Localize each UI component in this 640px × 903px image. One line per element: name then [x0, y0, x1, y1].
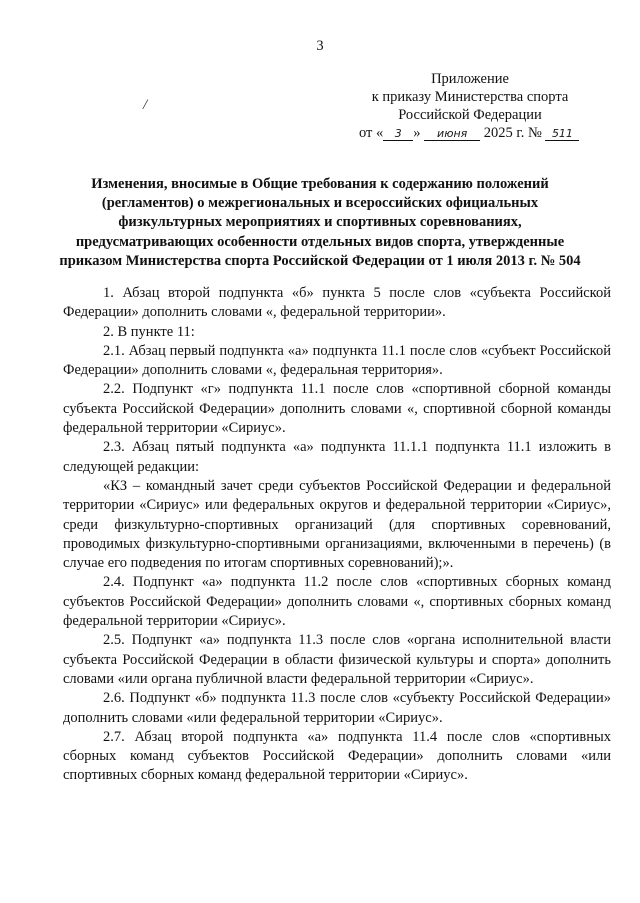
- document-title: [40, 175, 600, 271]
- title-line: приказом Министерства спорта Российской Федерации от 1 июля 2013 г. № 504: [59, 252, 581, 269]
- appendix-header: [340, 70, 600, 142]
- paragraph-2-5: 2.5. Подпункт «а» подпункта 11.3 после слов «органа исполнительной власти субъекта Российской Федерации в области физической культуры и спорта» дополнить словами «или органа публичной власти федеральной территории «Сириус».: [63, 632, 611, 687]
- paragraph-2-7: 2.7. Абзац второй подпункта «а» подпункта 11.4 после слов «спортивных сборных команд субъектов Российской Федерации» дополнить словами «или спортивных сборных команд федеральной территории «Сириус».: [63, 728, 611, 784]
- paragraph-2-1: 2.1. Абзац первый подпункта «а» подпункта 11.1 после слов «субъект Российской Федерации» дополнить словами «, федеральная территория».: [63, 342, 611, 379]
- handwritten-order-number: 511: [545, 127, 579, 141]
- date-prefix: от «: [359, 125, 384, 141]
- title-line: Изменения, вносимые в Общие требования к содержанию положений: [91, 176, 549, 192]
- date-mid: »: [413, 125, 421, 141]
- page-number: 3: [316, 38, 324, 54]
- title-line: физкультурных мероприятиях и спортивных соревнованиях,: [118, 214, 522, 231]
- paragraph-2-6: 2.6. Подпункт «б» подпункта 11.3 после слов «субъекту Российской Федерации» дополнить словами «или федеральной территории «Сириус».: [63, 690, 611, 726]
- paragraph-2-2: 2.2. Подпункт «г» подпункта 11.1 после слов «спортивной сборной команды субъекта Российской Федерации» дополнить словами «, спортивной сборной команды федеральной территории «Сириус».: [63, 381, 611, 437]
- appendix-ministry: Российской Федерации: [398, 107, 542, 123]
- date-year: 2025 г. №: [483, 125, 542, 141]
- document-body: [63, 284, 611, 786]
- stray-pen-mark: /: [143, 97, 148, 113]
- paragraph-2-3: 2.3. Абзац пятый подпункта «а» подпункта 11.1.1 подпункта 11.1 изложить в следующей редакции:: [63, 439, 611, 475]
- appendix-date-line: [340, 124, 600, 142]
- paragraph-2: 2. В пункте 11:: [103, 323, 195, 340]
- paragraph-2-4: 2.4. Подпункт «а» подпункта 11.2 после слов «спортивных сборных команд субъектов Российской Федерации» дополнить словами «, спортивных сборных команд федеральной территории «Сириус».: [63, 574, 611, 630]
- paragraph-2-3-quote: «КЗ – командный зачет среди субъектов Российской Федерации и федеральной территории «Сириус» или федеральных округов и федеральной территории «Сириус», среди физкультурно-спортивных организаций (для спортивных соревнований, проводимых физкультурно-спортивными организациями, включенными в перечень) (в случае его подведения по итогам спортивных соревнований);».: [63, 477, 611, 572]
- paragraph-1: 1. Абзац второй подпункта «б» пункта 5 после слов «субъекта Российской Федерации» дополнить словами «, федеральной территории».: [63, 285, 611, 321]
- handwritten-month: июня: [424, 127, 480, 141]
- title-line: (регламентов) о межрегиональных и всероссийских официальных: [101, 195, 539, 212]
- appendix-label: Приложение: [431, 71, 509, 87]
- appendix-order-ref: к приказу Министерства спорта: [371, 89, 569, 105]
- handwritten-day: 3: [383, 127, 413, 141]
- title-line: предусматривающих особенности отдельных видов спорта, утвержденные: [75, 233, 565, 250]
